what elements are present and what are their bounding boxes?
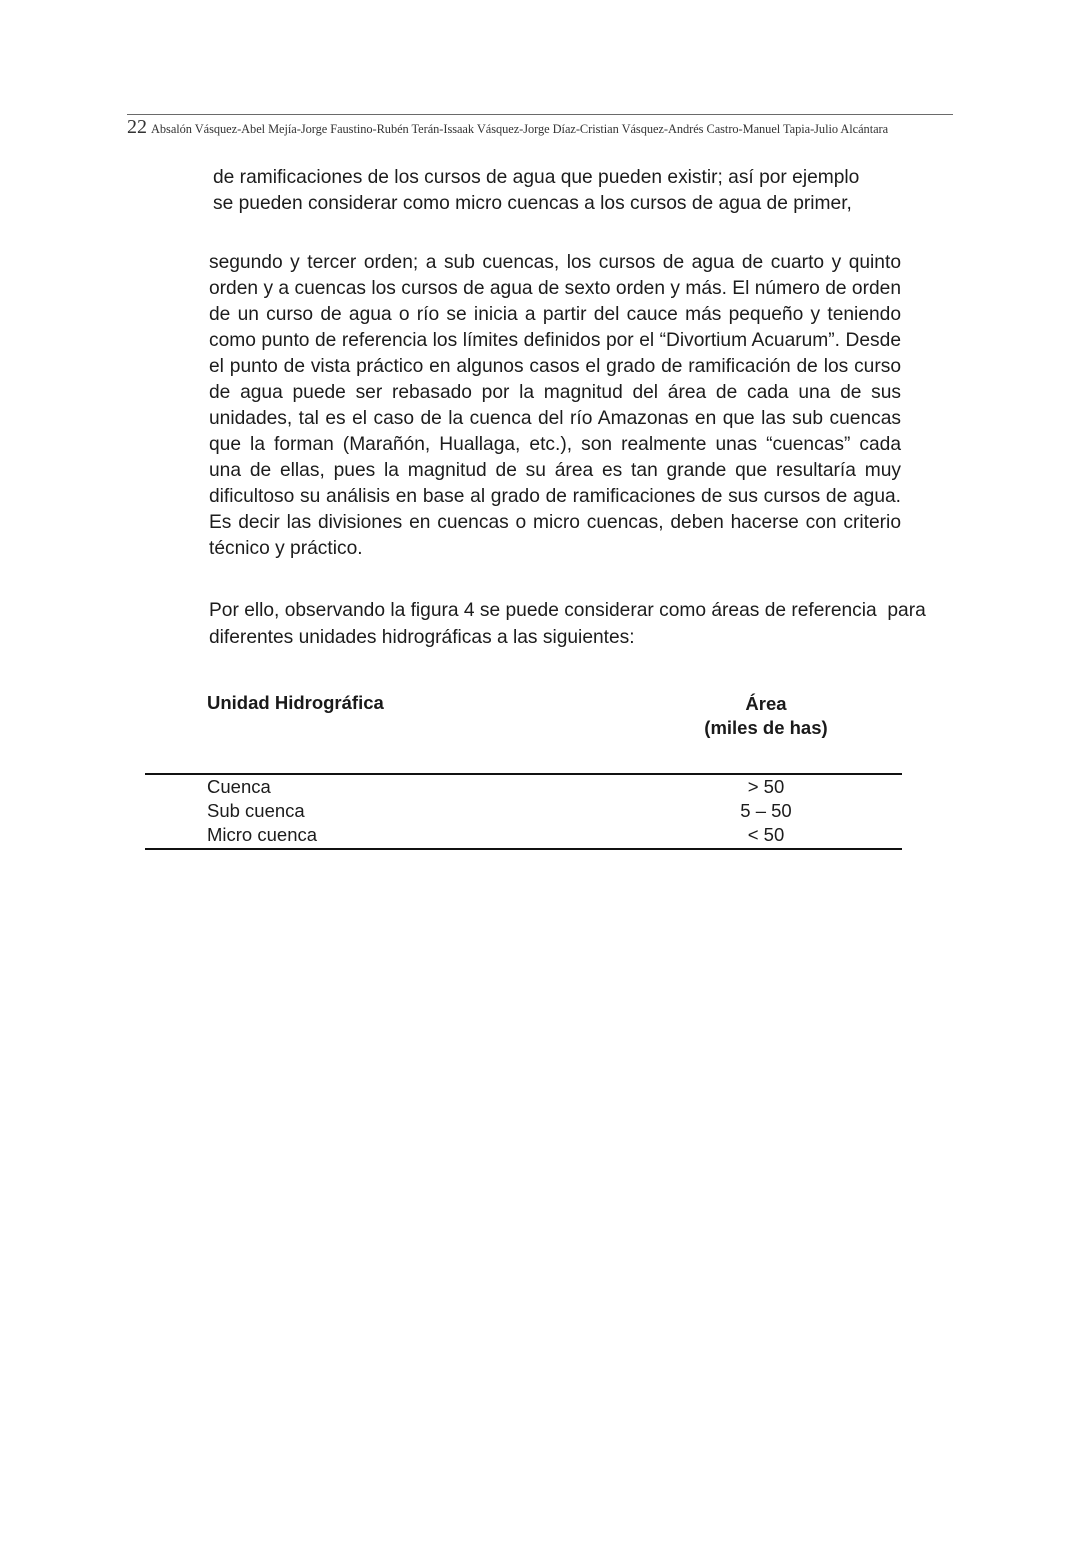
running-header (127, 116, 888, 139)
paragraph-intro-table (209, 597, 959, 651)
header-rule (127, 114, 953, 115)
table-header-area (686, 692, 846, 740)
table-row (207, 775, 847, 799)
table-header-area-units: (miles de has) (704, 717, 828, 738)
cell-unit: Cuenca (207, 776, 271, 797)
table-header-unit: Unidad Hidrográfica (207, 692, 384, 713)
table-body (207, 775, 847, 847)
cell-area: 5 – 50 (740, 800, 792, 821)
cell-area: < 50 (747, 824, 785, 845)
table-header-area-title: Área (745, 693, 787, 714)
cell-area: > 50 (747, 776, 785, 797)
text-line: de ramificaciones de los cursos de agua que pueden existir; así por ejemplo (213, 167, 860, 188)
text-line: se pueden considerar como micro cuencas a los cursos de agua de primer, (213, 193, 852, 214)
table-row (207, 799, 847, 823)
paragraph-continuation (213, 165, 913, 217)
table-row (207, 823, 847, 847)
text-line: Por ello, observando la figura 4 se puede considerar como áreas de referencia para (209, 600, 926, 621)
cell-unit: Micro cuenca (207, 824, 318, 845)
text-line: diferentes unidades hidrográficas a las siguientes: (209, 627, 635, 648)
header-authors: Absalón Vásquez-Abel Mejía-Jorge Faustino-Rubén Terán-Issaak Vásquez-Jorge Díaz-Cristian Vásquez-Andrés Castro-Manuel Tapia-Julio Alcántara (151, 122, 889, 136)
paragraph-body: segundo y tercer orden; a sub cuencas, los cursos de agua de cuarto y quinto orden y a cuencas los cursos de agua de sexto orden y más. El número de orden de un curso de agua o río se inicia a partir del cauce más pequeño y teniendo como punto de referencia los límites definidos por el “Divortium Acuarum”. Desde el punto de vista práctico en algunos casos el grado de ramificación de los curso de agua puede ser rebasado por la magnitud del área de cada una de sus unidades, tal es el caso de la cuenca del río Amazonas en que las sub cuencas que la forman (Marañón, Huallaga, etc.), son realmente unas “cuencas” cada una de ellas, pues la magnitud de su área es tan grande que resultaría muy dificultoso su análisis en base al grado de ramificaciones de sus cursos de agua. Es decir las divisiones en cuencas o micro cuencas, deben hacerse con criterio técnico y práctico. (209, 252, 901, 559)
page-number: 22 (127, 116, 147, 138)
table-bottom-rule (145, 848, 902, 850)
cell-unit: Sub cuenca (207, 800, 305, 821)
